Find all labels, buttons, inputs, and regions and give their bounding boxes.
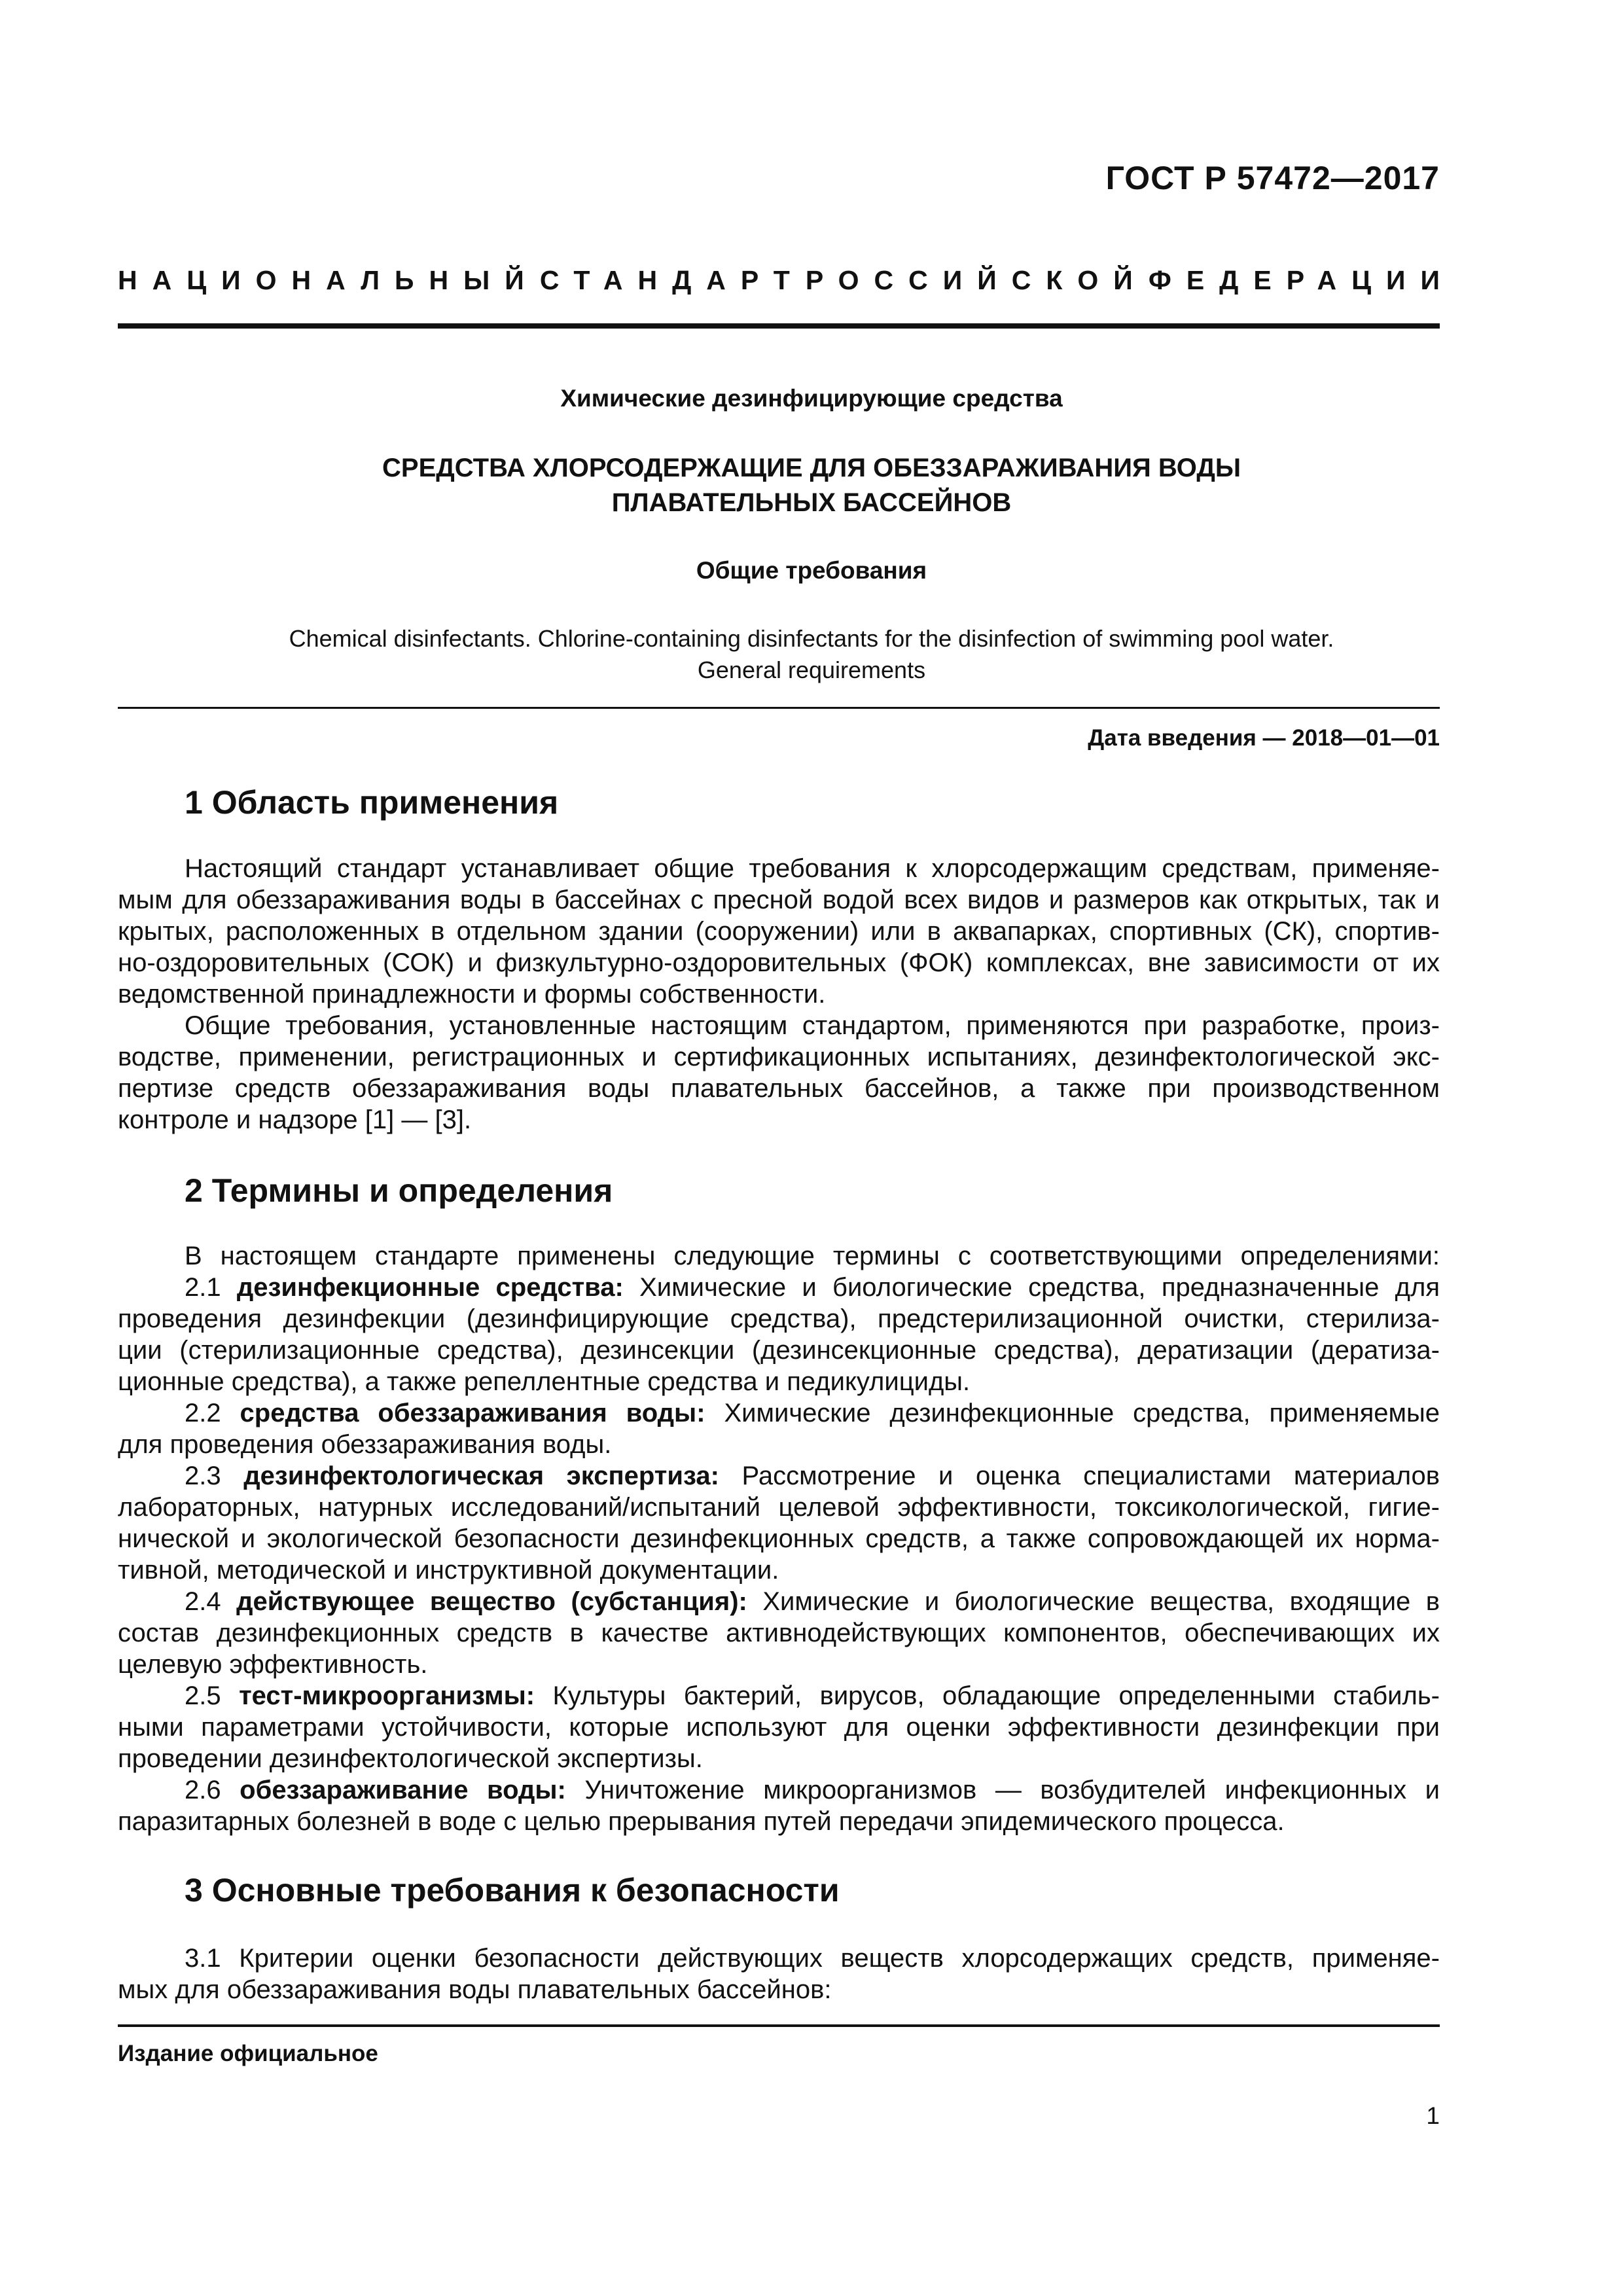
header-divider	[118, 323, 1440, 329]
term-number: 2.1	[185, 1273, 237, 1302]
official-edition-label: Издание официальное	[118, 2041, 378, 2066]
paragraph-line: ции (стерилизационные средства), дезинсекции (дезинсекционные средства), дератизации (дератиза-	[118, 1336, 1440, 1365]
paragraph-line: для проведения обеззараживания воды.	[118, 1430, 612, 1459]
page-number: 1	[1426, 2102, 1440, 2129]
paragraph-line: лабораторных, натурных исследований/испытаний целевой эффективности, токсикологической, гигие-	[118, 1493, 1440, 1522]
paragraph-line: 3.1 Критерии оценки безопасности действующих веществ хлорсодержащих средств, применяе-	[185, 1944, 1440, 1973]
paragraph-line: Настоящий стандарт устанавливает общие требования к хлорсодержащим средствам, применяе-	[185, 854, 1440, 883]
document-number: ГОСТ Р 57472—2017	[1105, 160, 1440, 196]
paragraph-line: но-оздоровительных (СОК) и физкультурно-оздоровительных (ФОК) комплексах, вне зависимости от их	[118, 948, 1440, 977]
paragraph-line: проведении дезинфектологической экспертизы.	[118, 1744, 703, 1773]
term-name: дезинфектологическая экспертиза:	[243, 1462, 719, 1490]
footer-divider	[118, 2024, 1440, 2027]
paragraph-line: паразитарных болезней в воде с целью прерывания путей передачи эпидемического процесса.	[118, 1807, 1285, 1836]
paragraph-line: мых для обеззараживания воды плавательных бассейнов:	[118, 1975, 832, 2004]
document-category: Химические дезинфицирующие средства	[560, 385, 1063, 412]
national-title-word: РОССИЙСКОЙ	[805, 265, 1148, 295]
paragraph-line: проведения дезинфекции (дезинфицирующие средства), предстерилизационной очистки, стерилиза-	[118, 1304, 1440, 1333]
term-text: Уничтожение микроорганизмов — возбудителей инфекционных и	[565, 1776, 1440, 1804]
paragraph-line: пертизе средств обеззараживания воды плавательных бассейнов, а также при производственном	[118, 1074, 1440, 1103]
term-name: действующее вещество (субстанция):	[236, 1587, 747, 1616]
term-text: Рассмотрение и оценка специалистами материалов	[719, 1462, 1440, 1490]
term-name: дезинфекционные средства:	[236, 1273, 624, 1302]
section-heading: 2 Термины и определения	[185, 1172, 613, 1209]
national-title-word: НАЦИОНАЛЬНЫЙ	[118, 265, 539, 295]
paragraph-line: контроле и надзоре [1] — [3].	[118, 1105, 472, 1134]
paragraph-line: мым для обеззараживания воды в бассейнах с пресной водой всех видов и размеров как открытых, так и	[118, 886, 1440, 914]
term-text: Химические и биологические вещества, входящие в	[747, 1587, 1440, 1616]
section-heading: 3 Основные требования к безопасности	[185, 1872, 840, 1909]
national-title-word: ФЕДЕРАЦИИ	[1148, 265, 1455, 295]
term-definition-line	[185, 1460, 1440, 1492]
term-number: 2.3	[185, 1462, 244, 1490]
document-title-line: СРЕДСТВА ХЛОРСОДЕРЖАЩИЕ ДЛЯ ОБЕЗЗАРАЖИВАНИЯ ВОДЫ	[382, 454, 1241, 482]
paragraph-line: ционные средства), а также репеллентные средства и педикулициды.	[118, 1367, 971, 1396]
title-divider	[118, 707, 1440, 709]
paragraph-line: водстве, применении, регистрационных и сертификационных испытаниях, дезинфектологической экс-	[118, 1043, 1440, 1071]
document-subtitle: Общие требования	[696, 557, 927, 584]
paragraph-line: В настоящем стандарте применены следующие термины с соответствующими определениями:	[185, 1242, 1440, 1270]
paragraph-line: ными параметрами устойчивости, которые используют для оценки эффективности дезинфекции при	[118, 1713, 1440, 1742]
term-text: Химические дезинфекционные средства, применяемые	[705, 1399, 1440, 1427]
term-text: Культуры бактерий, вирусов, обладающие определенными стабиль-	[535, 1681, 1440, 1710]
term-definition-line	[185, 1397, 1440, 1429]
term-name: средства обеззараживания воды:	[240, 1399, 705, 1427]
term-definition-line	[185, 1272, 1440, 1303]
national-title-word: СТАНДАРТ	[539, 265, 805, 295]
national-standard-title	[118, 265, 1455, 296]
english-title-line: Chemical disinfectants. Chlorine-containing disinfectants for the disinfection of swimming pool water.	[289, 625, 1334, 652]
section-heading: 1 Область применения	[185, 784, 559, 821]
term-number: 2.4	[185, 1587, 237, 1616]
paragraph-line: ведомственной принадлежности и формы собственности.	[118, 980, 826, 1009]
term-definition-line	[185, 1774, 1440, 1806]
term-text: Химические и биологические средства, предназначенные для	[623, 1273, 1440, 1302]
term-definition-line	[185, 1586, 1440, 1617]
introduction-date: Дата введения — 2018—01—01	[1088, 725, 1440, 751]
term-name: тест-микроорганизмы:	[239, 1681, 535, 1710]
english-title-line: General requirements	[697, 656, 926, 683]
paragraph-line: состав дезинфекционных средств в качестве активнодействующих компонентов, обеспечивающих их	[118, 1619, 1440, 1647]
paragraph-line: нической и экологической безопасности дезинфекционных средств, а также сопровождающей их норма-	[118, 1524, 1440, 1553]
term-definition-line	[185, 1680, 1440, 1712]
term-number: 2.5	[185, 1681, 240, 1710]
paragraph-line: Общие требования, установленные настоящим стандартом, применяются при разработке, произ-	[185, 1011, 1440, 1040]
term-name: обеззараживание воды:	[240, 1776, 566, 1804]
term-number: 2.2	[185, 1399, 240, 1427]
paragraph-line: крытых, расположенных в отдельном здании (сооружении) или в аквапарках, спортивных (СК), спортив-	[118, 917, 1440, 946]
term-number: 2.6	[185, 1776, 240, 1804]
document-title-line: ПЛАВАТЕЛЬНЫХ БАССЕЙНОВ	[611, 488, 1012, 517]
paragraph-line: целевую эффективность.	[118, 1650, 428, 1679]
paragraph-line: тивной, методической и инструктивной документации.	[118, 1556, 779, 1585]
